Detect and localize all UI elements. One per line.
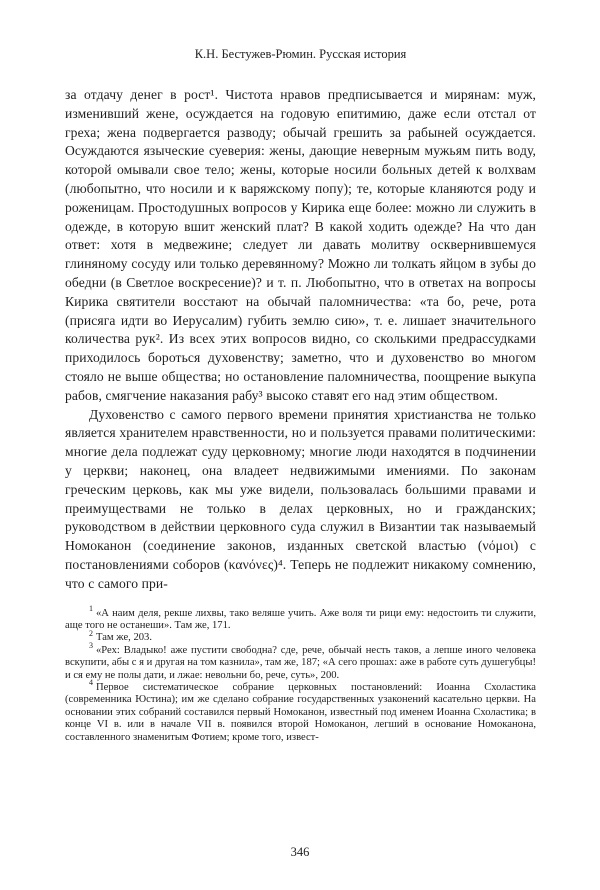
footnote-marker: 2 [89,628,93,638]
footnote-text: «Рех: Владыко! аже пустити свободна? сде, рече, обычай несть таков, а лепше иного человека вскупити, абы с я и другая на том казнила», там же, 187; «А сего прошах: аже в работе суть душегубцы! и ся ему не полы дати, и лжае: невольни бо, рече, суть», 200. [65,644,536,681]
footnote-marker: 3 [89,641,93,651]
footnote [65,628,536,644]
footnotes-section [65,603,536,744]
page-number: 346 [290,845,310,859]
footnote-marker: 4 [89,678,93,688]
paragraph: за отдачу денег в рост¹. Чистота нравов предписывается и мирянам: муж, изменивший жене, осуждается на годовую епитимию, даже если отстал от греха; жена подвергается разводу; обычай грешить за рабыней осуждается. Осуждаются языческие суеверия: жены, дающие неверным мужьям пить воду, которой омывали свое тело; жены, которые носили больных детей к волхвам (любопытно, что носили и к варяжскому попу); те, которые кланяются роду и роженицам. Простодушных вопросов у Кирика еще более: можно ли служить в одежде, в которую вшит женский плат? В какой ходить одежде? На что дан ответ: хотя в медвежине; следует ли давать молитву осквернившемуся глиняному сосуду или только деревянному? Можно ли толкать яйцом в зубы до обедни (в Светлое воскресение)? и т. п. Любопытно, что в ответах на вопросы Кирика святители восстают на обычай паломничества: «та бо, рече, рота (присяга идти во Иерусалим) губить землю сию», т. е. лишает значительного количества рук². Из всех этих вопросов видно, со сколькими предрассудками приходилось бороться духовенству; заметно, что и духовенство во многом стояло не выше общества; но остановление паломничества, поощрение выкупа рабов, смягчение наказания рабу³ высоко ставят его над этим обществом. [65,87,536,403]
main-text [65,86,536,594]
footnote [65,678,536,744]
paragraph: Духовенство с самого первого времени принятия христианства не только является хранителем нравственности, но и пользуется правами политическими: многие дела подлежат суду церковному; многие люди находятся в подчинении у церкви; наконец, она владеет недвижимыми имениями. По законам греческим церковь, как мы уже видели, пользовалась большими правами и преимуществами не только в делах церковных, но и гражданских; руководством в действии церковного суда служил в Византии так называемый Номоканон (соединение законов, изданных светской властью (νόμοι) с постановлениями соборов (κανόνες)⁴. Теперь не подлежит никакому сомнению, что с самого при- [65,406,536,591]
footnote [65,641,536,682]
footnote [65,603,536,633]
footnote-text: Первое систематическое собрание церковных постановлений: Иоанна Схоластика (современника Юстина); им же сделано собрание государственных узаконений касательно церкви. На основании этих собраний составился первый Номоканон, известный под именем Иоанна Схоластика; в конце VI в. или в начале VII в. появился второй Номоканон, легший в основание Номоканона, составленного знаменитым Фотием; кроме того, извест- [65,681,536,743]
footnote-text: «А наим деля, рекше лихвы, тако веляше учить. Аже воля ти рици ему: недостоить ти служити, аще того не останеши». Там же, 171. [65,607,536,631]
footnote-text: Там же, 203. [96,632,152,644]
footnote-marker: 1 [89,603,93,613]
running-header: К.Н. Бестужев-Рюмин. Русская история [194,47,407,61]
